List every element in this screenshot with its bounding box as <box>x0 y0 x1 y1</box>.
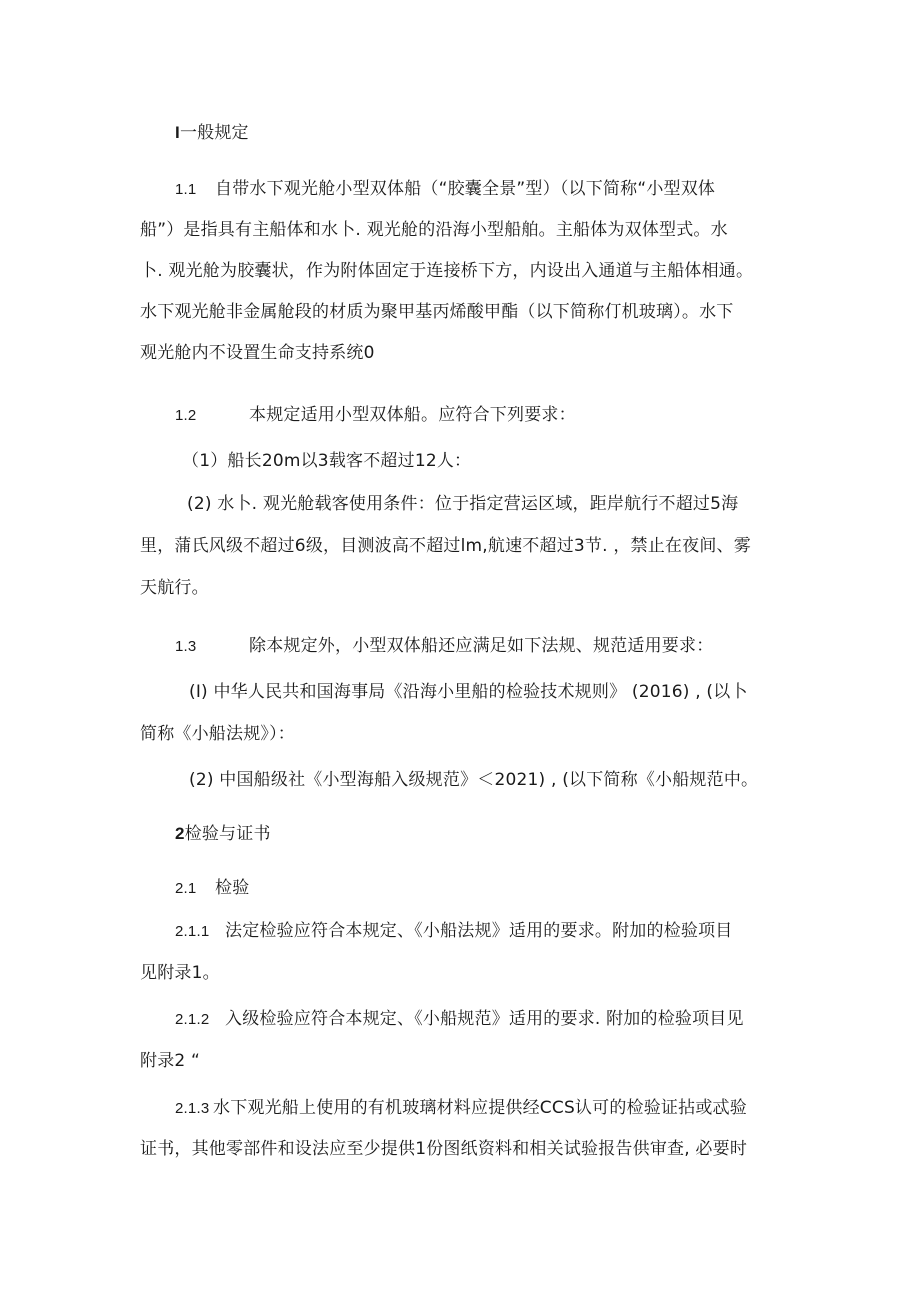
para-1-1-text-line-4: 水下观光舱非金属舱段的材质为聚甲基丙烯酸甲酯（以下简称仃机玻璃）。水下 <box>140 302 734 322</box>
para-1-3-item-2-text: (2) 中国船级社《小型海船入级规范》＜2021) , (以下简称《小船规范中。 <box>189 770 759 790</box>
para-2-1-3-line-1 <box>175 1096 747 1121</box>
para-1-1-text-line-2: 船”）是指具有主船体和水卜. 观光舱的沿海小型船舶。主船体为双体型式。水 <box>140 220 728 240</box>
para-1-2-item-2-text-line-3: 天航行。 <box>140 578 209 598</box>
para-1-1-text-line-5: 观光舱内不设置生命支持系统0 <box>140 343 375 363</box>
para-1-2-item-2-line-3 <box>140 576 209 600</box>
para-2-1-3-text-line-2: 证书，其他零部件和设法应至少提供1份图纸资料和相关试验报告供审查, 必要时 <box>140 1139 748 1159</box>
para-1-1-text-line-1: 自带水下观光舱小型双体船（“胶囊全景”型）（以下简称“小型双体 <box>215 179 716 199</box>
para-1-2-number: 1.2 <box>175 407 197 424</box>
section-1-title: 一般规定 <box>179 123 249 143</box>
para-1-3-item-2 <box>189 768 758 792</box>
section-2-number: 2 <box>175 824 185 843</box>
section-2-heading <box>175 822 271 846</box>
para-2-1-3-text-line-1: 水下观光船上使用的有机玻璃材料应提供经CCS认可的检验证拈或忒验 <box>213 1098 747 1118</box>
para-2-1-3-number: 2.1.3 <box>175 1100 210 1117</box>
para-1-2-text: 本规定适用小型双体船。应符合下列要求： <box>249 405 576 425</box>
para-1-1-line-4 <box>140 300 734 324</box>
para-2-1-2-line-2 <box>140 1049 200 1073</box>
para-2-1-1-number: 2.1.1 <box>175 923 210 940</box>
para-2-1-1-line-2 <box>140 961 220 985</box>
para-2-1-1-line-1 <box>175 919 733 944</box>
para-2-1-2-text-line-2: 附录2 “ <box>140 1051 201 1071</box>
para-2-1-2-number: 2.1.2 <box>175 1011 210 1028</box>
para-1-1-text-line-3: 卜. 观光舱为胶囊状，作为附体固定于连接桥下方，内设出入通道与主船体相通。 <box>140 261 754 281</box>
para-2-1 <box>175 876 249 901</box>
para-2-1-3-line-2 <box>140 1137 747 1161</box>
section-1-number: I <box>175 123 180 142</box>
section-2-title: 检验与证书 <box>184 824 271 844</box>
para-1-3-number: 1.3 <box>175 638 197 655</box>
para-1-2-item-1-text: （1）船长20m以3载客不超过12人： <box>182 451 472 471</box>
para-1-1-line-1 <box>175 177 715 202</box>
para-1-1-line-3 <box>140 259 753 283</box>
para-2-1-number: 2.1 <box>175 880 197 897</box>
para-1-3-item-1-line-2 <box>140 722 295 746</box>
para-1-2-item-2-text-line-1: (2) 水卜. 观光舱载客使用条件：位于指定营运区域，距岸航行不超过5海 <box>187 494 739 514</box>
section-1-heading <box>175 121 249 145</box>
para-2-1-1-text-line-1: 法定检验应符合本规定、《小船法规》适用的要求。附加的检验项目 <box>225 921 733 941</box>
para-1-3-item-1-text-line-1: (I) 中华人民共和国海事局《沿海小里船的检验技术规则》 (2016) , (以卜 <box>189 682 748 702</box>
para-1-1-line-2 <box>140 218 728 242</box>
para-1-3-item-1-text-line-2: 简称《小船法规》）： <box>140 724 295 744</box>
para-1-1-number: 1.1 <box>175 181 197 198</box>
para-2-1-2-text-line-1: 入级检验应符合本规定、《小船规范》适用的要求. 附加的检验项目见 <box>225 1009 744 1029</box>
para-1-1-line-5 <box>140 341 375 365</box>
para-1-3-text: 除本规定外，小型双体船还应满足如下法规、规范适用要求： <box>249 636 714 656</box>
para-1-2-line-1 <box>175 403 576 428</box>
para-1-3-line-1 <box>175 634 713 659</box>
para-1-2-item-1 <box>182 449 471 473</box>
para-1-3-item-1-line-1 <box>189 680 748 704</box>
para-2-1-2-line-1 <box>175 1007 744 1032</box>
para-2-1-text: 检验 <box>215 878 250 898</box>
para-1-2-item-2-line-2 <box>140 534 751 558</box>
para-1-2-item-2-line-1 <box>187 492 738 516</box>
para-2-1-1-text-line-2: 见附录1。 <box>140 963 220 983</box>
para-1-2-item-2-text-line-2: 里，蒲氏风级不超过6级，目测波高不超过lm,航速不超过3节. ，禁止在夜间、雾 <box>140 536 751 556</box>
